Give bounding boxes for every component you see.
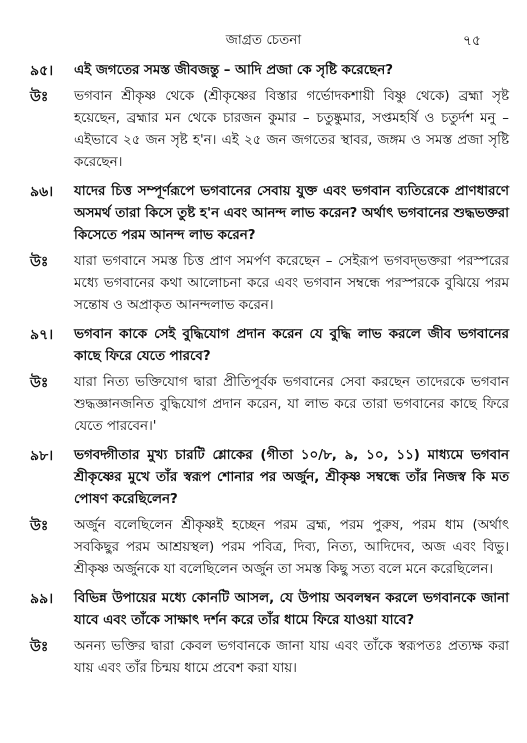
question-text: যাদের চিত্ত সম্পূর্ণরূপে ভগবানের সেবায় যুক্ত এবং ভগবান ব্যতিরেকে প্রাণধারণে অসমর্থ তারা কিসে তুষ্ট হ'ন এবং আনন্দ লাভ করেন? অর্থাৎ ভগবানের শুদ্ধভক্তরা কিসেতে পরম আনন্দ লাভ করেন?	[74, 184, 509, 243]
question-number: ৯৭।	[30, 327, 54, 343]
question-text: ভগবান কাকে সেই বুদ্ধিযোগ প্রদান করেন যে বুদ্ধি লাভ করলে জীব ভগবানের কাছে ফিরে যেতে পারবে?	[74, 327, 509, 364]
question-block	[30, 445, 509, 511]
answer-text: যারা ভগবানে সমস্ত চিত্ত প্রাণ সমর্পণ করেছেন – সেইরূপ ভগবদ্‌ভক্তরা পরস্পরের মধ্যে ভগবানের কথা আলোচনা করে এবং ভগবান সম্বন্ধে পরস্পরকে বুঝিয়ে পরম সন্তোষ ও অপ্রাকৃত আনন্দলাভ করেন।	[74, 254, 509, 313]
qa-content	[30, 60, 509, 680]
answer-block	[30, 372, 509, 438]
question-block	[30, 588, 509, 632]
answer-label: উঃ	[30, 375, 49, 391]
answer-block	[30, 86, 509, 174]
question-block	[30, 60, 509, 82]
question-number: ৯৮।	[30, 448, 54, 464]
running-title: জাগ্রত চেতনা	[225, 32, 302, 48]
question-block	[30, 181, 509, 247]
answer-block	[30, 515, 509, 581]
answer-text: ভগবান শ্রীকৃষ্ণ থেকে (শ্রীকৃষ্ণের বিস্তার গর্ভোদকশায়ী বিষ্ণু থেকে) ব্রহ্মা সৃষ্ট হয়েছেন, ব্রহ্মার মন থেকে চারজন কুমার – চতুষ্কুমার, সপ্তমহর্ষি ও চতুর্দশ মনু – এইভাবে ২৫ জন সৃষ্ট হ'ন। এই ২৫ জন জগতের স্থাবর, জঙ্গম ও সমস্ত প্রজা সৃষ্টি করেছেন।	[74, 89, 509, 170]
answer-label: উঃ	[30, 89, 49, 105]
answer-text: অর্জুন বলেছিলেন শ্রীকৃষ্ণই হচ্ছেন পরম ব্রহ্ম, পরম পুরুষ, পরম ধাম (অর্থাৎ সবকিছুর পরম আশ্রয়স্থল) পরম পবিত্র, দিব্য, নিত্য, আদিদেব, অজ এবং বিভু। শ্রীকৃষ্ণ অর্জুনকে যা বলেছিলেন অর্জুন তা সমস্ত কিছু সত্য বলে মনে করেছিলেন।	[74, 518, 509, 577]
answer-label: উঃ	[30, 254, 49, 270]
answer-label: উঃ	[30, 639, 49, 655]
question-number: ৯৯।	[30, 591, 54, 607]
page-number: ৭৫	[462, 33, 481, 49]
answer-block	[30, 636, 509, 680]
answer-label: উঃ	[30, 518, 49, 534]
question-text: বিভিন্ন উপায়ের মধ্যে কোনটি আসল, যে উপায় অবলম্বন করলে ভগবানকে জানা যাবে এবং তাঁকে সাক্ষাৎ দর্শন করে তাঁর ধামে ফিরে যাওয়া যাবে?	[74, 591, 509, 628]
answer-text: যারা নিত্য ভক্তিযোগ দ্বারা প্রীতিপূর্বক ভগবানের সেবা করছেন তাদেরকে ভগবান শুদ্ধজ্ঞানজনিত বুদ্ধিযোগ প্রদান করেন, যা লাভ করে তারা ভগবানের কাছে ফিরে যেতে পারবেন।'	[74, 375, 509, 434]
question-text: এই জগতের সমস্ত জীবজন্তু – আদি প্রজা কে সৃষ্টি করেছেন?	[74, 63, 393, 78]
answer-block	[30, 251, 509, 317]
question-block	[30, 324, 509, 368]
question-text: ভগবদ্গীতার মুখ্য চারটি শ্লোকের (গীতা ১০/৮, ৯, ১০, ১১) মাধ্যমে ভগবান শ্রীকৃষ্ণের মুখে তাঁর স্বরূপ শোনার পর অর্জুন, শ্রীকৃষ্ণ সম্বন্ধে তাঁর নিজস্ব কি মত পোষণ করেছিলেন?	[74, 448, 509, 507]
question-number: ৯৬।	[30, 184, 54, 200]
question-number: ৯৫।	[30, 63, 54, 79]
answer-text: অনন্য ভক্তির দ্বারা কেবল ভগবানকে জানা যায় এবং তাঁকে স্বরূপতঃ প্রত্যক্ষ করা যায় এবং তাঁর চিন্ময় ধামে প্রবেশ করা যায়।	[74, 639, 509, 676]
